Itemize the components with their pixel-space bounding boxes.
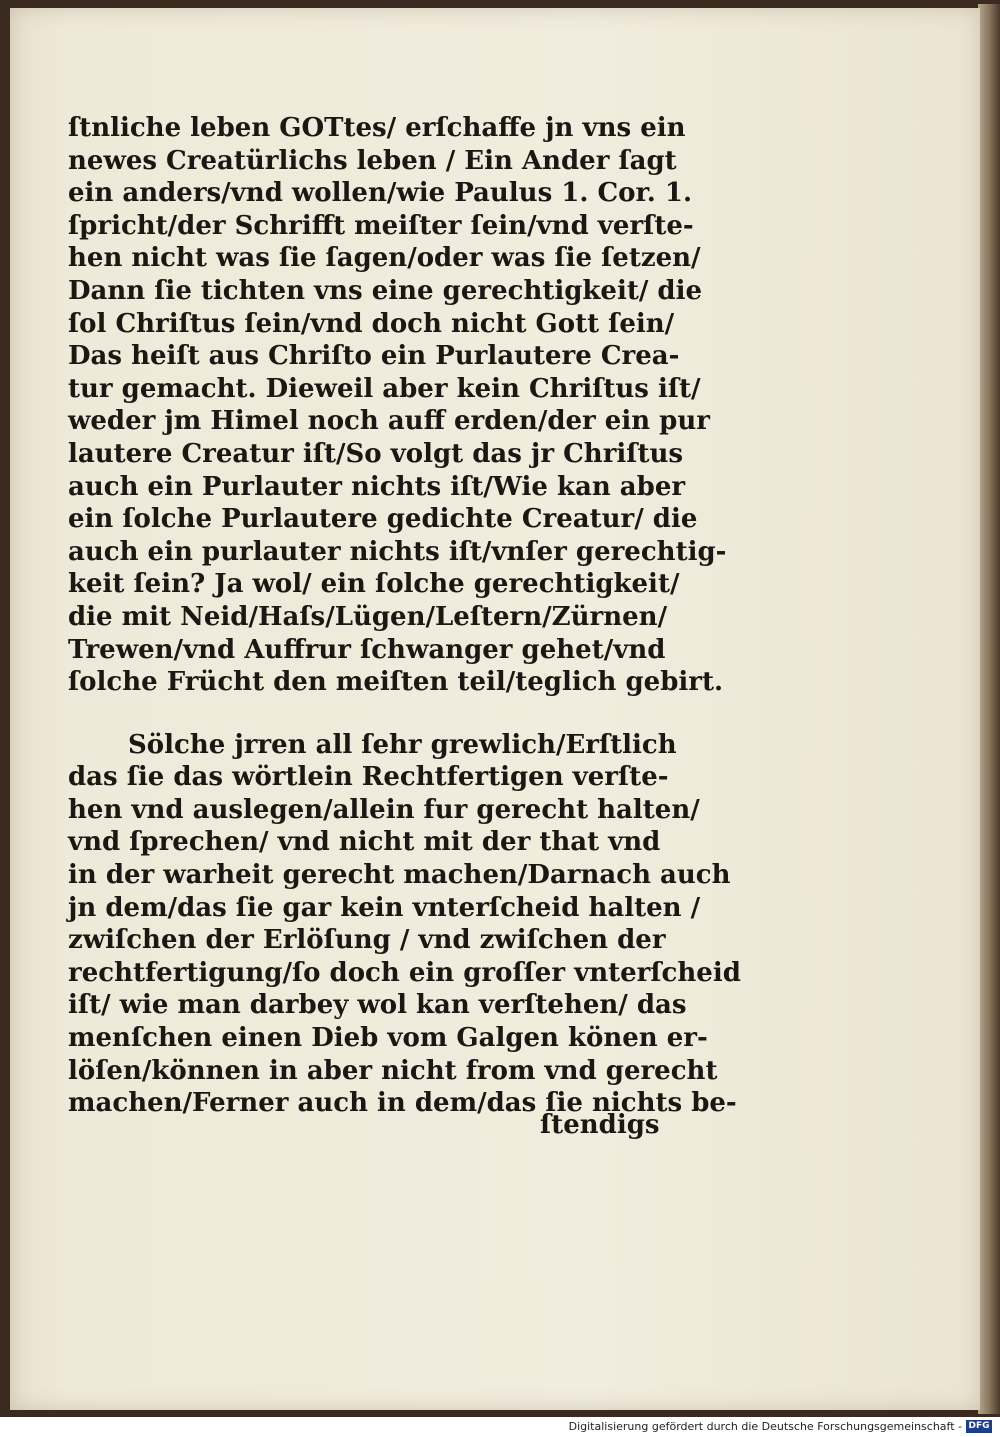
text-line: jn dem/das ſie gar kein vnterſcheid halten / — [68, 892, 701, 923]
text-line: machen/Ferner auch in dem/das ſie nichts be- — [68, 1088, 737, 1119]
text-line: auch ein Purlauter nichts iſt/Wie kan aber — [68, 471, 686, 502]
text-line: Sölche jrren all ſehr grewlich/Erſtlich — [128, 729, 677, 760]
text-line: löſen/können in aber nicht from vnd gerecht — [68, 1055, 718, 1086]
text-line: hen nicht was ſie ſagen/oder was ſie ſetzen/ — [68, 243, 701, 274]
paragraph-1 — [68, 112, 727, 699]
text-line: iſt/ wie man darbey wol kan verſtehen/ das — [68, 990, 687, 1021]
text-line: die mit Neid/Haſs/Lügen/Leſtern/Zürnen/ — [68, 601, 668, 632]
text-line: Trewen/vnd Auffrur ſchwanger gehet/vnd — [68, 634, 666, 665]
funding-credit: Digitalisierung gefördert durch die Deutsche Forschungsgemeinschaft - — [568, 1420, 962, 1433]
text-line: ſolche Frücht den meiſten teil/teglich gebirt. — [68, 667, 724, 698]
text-line: in der warheit gerecht machen/Darnach auch — [68, 860, 731, 891]
footer-bar — [0, 1417, 1000, 1437]
text-line: vnd ſprechen/ vnd nicht mit der that vnd — [68, 827, 661, 858]
text-line: das ſie das wörtlein Rechtfertigen verſte- — [68, 762, 669, 793]
text-line: keit ſein? Ja wol/ ein ſolche gerechtigkeit/ — [68, 569, 680, 600]
text-line: newes Creatürlichs leben / Ein Ander ſagt — [68, 145, 677, 176]
text-line: ein anders/vnd wollen/wie Paulus 1. Cor. 1. — [68, 178, 693, 209]
text-line: zwiſchen der Erlöſung / vnd zwiſchen der — [68, 925, 666, 956]
text-line: lautere Creatur iſt/So volgt das jr Chriſtus — [68, 438, 683, 469]
text-line: ſpricht/der Schrifft meiſter ſein/vnd verſte- — [68, 210, 694, 241]
catchword: ſtendigs — [540, 1110, 660, 1140]
text-line: auch ein purlauter nichts iſt/vnſer gerechtig- — [68, 536, 727, 567]
text-line: Dann ſie tichten vns eine gerechtigkeit/ die — [68, 275, 703, 306]
text-line: ſol Chriſtus ſein/vnd doch nicht Gott ſein/ — [68, 308, 675, 339]
text-line: hen vnd auslegen/allein fur gerecht halten/ — [68, 794, 700, 825]
paragraph-2 — [68, 729, 741, 1120]
text-line: ein ſolche Purlautere gedichte Creatur/ die — [68, 504, 698, 535]
text-line: tur gemacht. Dieweil aber kein Chriſtus iſt/ — [68, 373, 701, 404]
text-line: Das heiſt aus Chriſto ein Purlautere Crea- — [68, 341, 680, 372]
book-edge — [978, 4, 1000, 1414]
text-line: ſtnliche leben GOTtes/ erſchaffe jn vns ein — [68, 113, 686, 143]
text-line: menſchen einen Dieb vom Galgen könen er- — [68, 1023, 708, 1054]
body-text — [68, 112, 741, 1120]
dfg-logo-icon: DFG — [966, 1420, 992, 1433]
text-line: weder jm Himel noch auff erden/der ein pur — [68, 406, 710, 437]
text-line: rechtfertigung/ſo doch ein groſſer vnterſcheid — [68, 957, 741, 988]
